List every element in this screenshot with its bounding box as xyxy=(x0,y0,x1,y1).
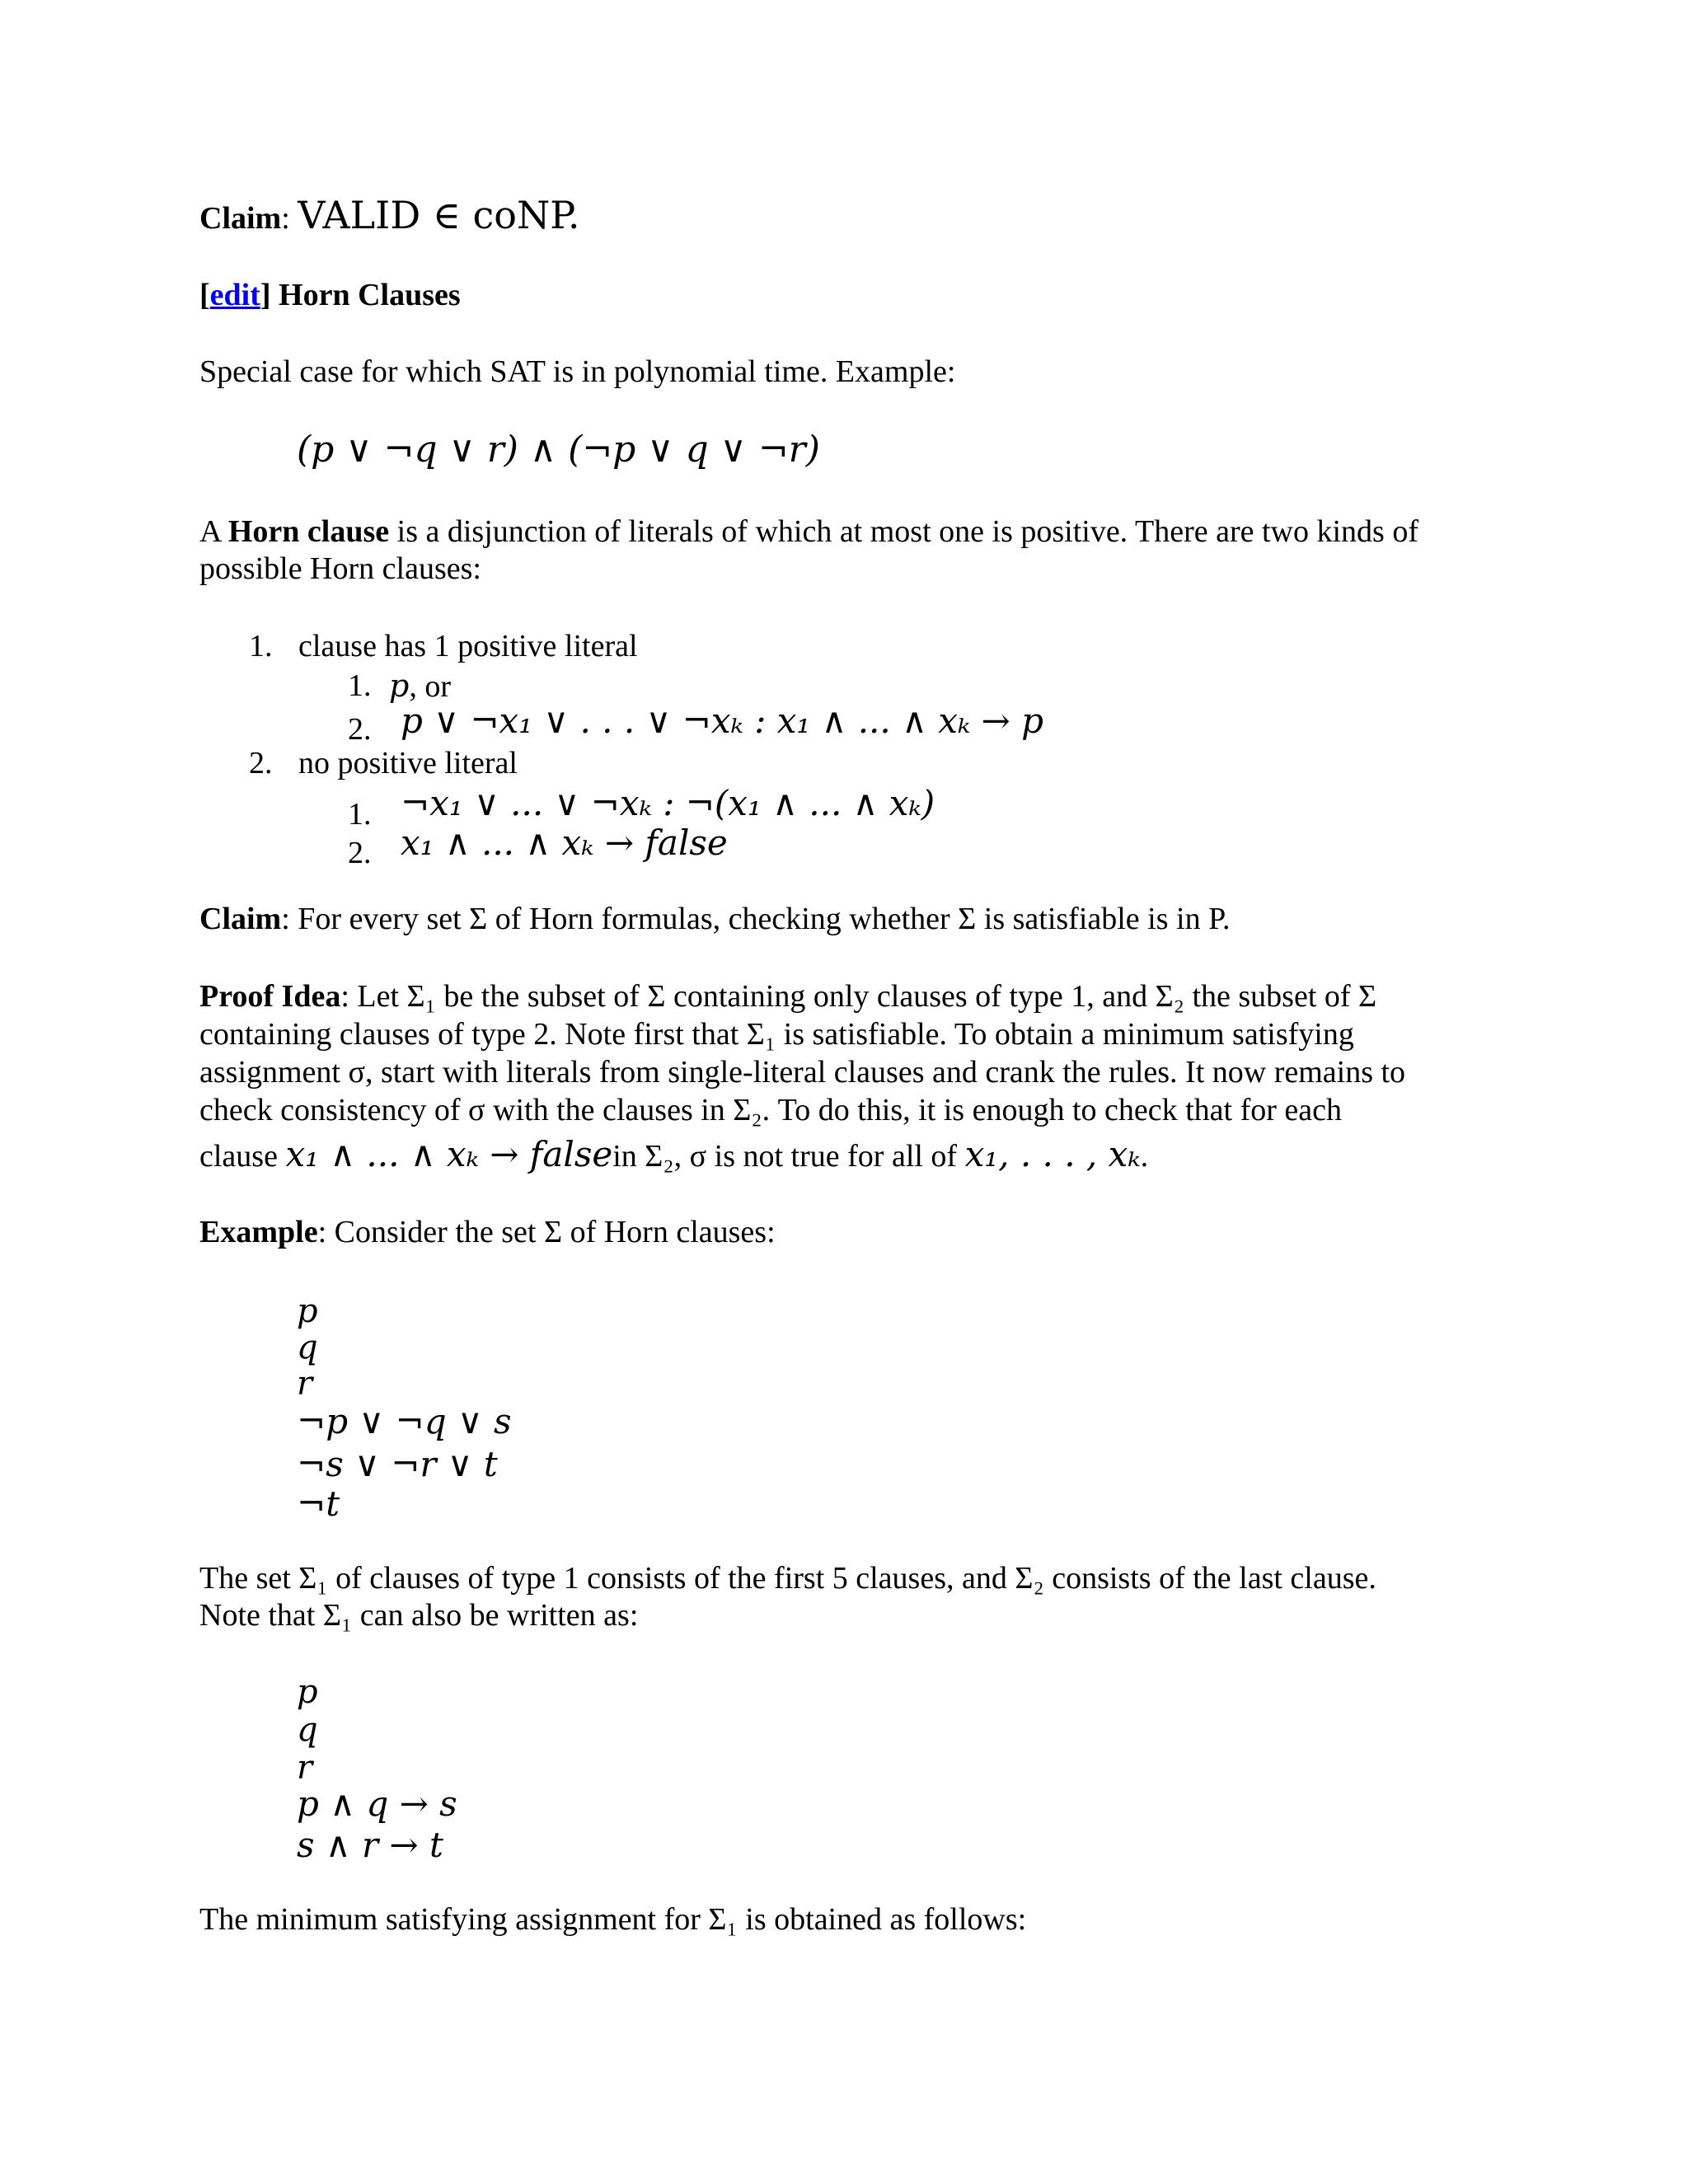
claim-horn-line xyxy=(199,900,1231,938)
sublist-2-number-1: 1. xyxy=(348,797,372,832)
sublist-1-number-1: 1. xyxy=(348,668,372,703)
sublist-2-formula-1: ¬x₁ ∨ ... ∨ ¬xₖ : ¬(x₁ ∧ ... ∧ xₖ) xyxy=(401,783,935,823)
claim2-label: Claim xyxy=(199,902,282,936)
claim-label: Claim xyxy=(199,201,282,236)
clause-3: r xyxy=(297,1365,313,1403)
section-title: Horn Clauses xyxy=(279,278,461,312)
claim-end: . xyxy=(567,193,580,237)
explain-line-2: Note that Σ₁ can also be written as: xyxy=(199,1598,639,1633)
clause-6: ¬t xyxy=(297,1483,340,1524)
sublist-1-number-2: 2. xyxy=(348,712,372,747)
rewritten-clause-2: q xyxy=(297,1711,318,1749)
list-number-1: 1. xyxy=(249,629,273,663)
proof-vars: x₁, . . . , xₖ xyxy=(964,1134,1141,1174)
proof-line-2: containing clauses of type 2. Note first that Σ₁ is satisfiable. To obtain a minimum satisfying xyxy=(199,1017,1354,1052)
proof-text-5: in Σ₂, σ is not true for all of xyxy=(612,1139,958,1174)
proof-label: Proof Idea xyxy=(199,979,341,1014)
proof-text-1: : Let Σ₁ be the subset of Σ containing only clauses of type 1, and Σ₂ the subset of Σ xyxy=(340,979,1377,1014)
edit-link[interactable]: edit xyxy=(209,278,260,312)
definition-line-2: possible Horn clauses: xyxy=(199,551,481,586)
definition-text-1: is a disjunction of literals of which at most one is positive. There are two kinds of xyxy=(389,514,1418,549)
intro-text: Special case for which SAT is in polynomial time. Example: xyxy=(199,354,956,389)
claim-formula: VALID ∈ coNP xyxy=(298,193,568,237)
var-p: p xyxy=(389,668,410,704)
definition-prefix: A xyxy=(199,514,228,549)
horn-clause-term: Horn clause xyxy=(227,514,390,549)
claim-valid-line xyxy=(199,193,580,237)
list-item-1-text: clause has 1 positive literal xyxy=(298,629,638,663)
sublist-1-formula-2: p ∨ ¬x₁ ∨ . . . ∨ ¬xₖ : x₁ ∧ ... ∧ xₖ → p xyxy=(401,701,1043,741)
rewritten-clause-1: p xyxy=(297,1673,318,1711)
proof-line-5 xyxy=(199,1136,1148,1175)
definition-line-1 xyxy=(199,513,1418,551)
sublist-2-number-2: 2. xyxy=(348,836,372,870)
list-number-2: 2. xyxy=(249,746,273,780)
proof-end: . xyxy=(1140,1139,1149,1174)
or-text: , or xyxy=(409,669,451,704)
rewritten-clause-4: p ∧ q → s xyxy=(297,1783,457,1824)
claim2-text: : For every set Σ of Horn formulas, checking whether Σ is satisfiable is in P. xyxy=(281,902,1231,936)
proof-line-1 xyxy=(199,977,1376,1015)
proof-clause-formula: x₁ ∧ ... ∧ xₖ → false xyxy=(285,1134,613,1174)
example-line xyxy=(199,1213,776,1251)
list-item-2-text: no positive literal xyxy=(298,746,518,780)
clause-2: q xyxy=(297,1329,318,1366)
example-text: : Consider the set Σ of Horn clauses: xyxy=(317,1215,776,1249)
proof-line-4: check consistency of σ with the clauses in Σ₂. To do this, it is enough to check that for each xyxy=(199,1093,1342,1127)
example-label: Example xyxy=(199,1215,318,1249)
claim-colon: : xyxy=(281,201,290,236)
rewritten-clause-3: r xyxy=(297,1749,313,1787)
closing-line: The minimum satisfying assignment for Σ₁ is obtained as follows: xyxy=(199,1902,1027,1937)
rewritten-clause-5: s ∧ r → t xyxy=(297,1825,443,1865)
sublist-2-formula-2: x₁ ∧ ... ∧ xₖ → false xyxy=(401,823,728,863)
proof-clause-word: clause xyxy=(199,1139,278,1174)
clause-5: ¬s ∨ ¬r ∨ t xyxy=(297,1444,498,1484)
section-heading: [edit] Horn Clauses xyxy=(199,278,461,312)
clause-4: ¬p ∨ ¬q ∨ s xyxy=(297,1401,512,1441)
example-formula: (p ∨ ¬q ∨ r) ∧ (¬p ∨ q ∨ ¬r) xyxy=(297,429,820,471)
explain-line-1: The set Σ₁ of clauses of type 1 consists of the first 5 clauses, and Σ₂ consists of the last clause. xyxy=(199,1561,1376,1596)
proof-line-3: assignment σ, start with literals from single-literal clauses and crank the rules. It now remains to xyxy=(199,1055,1406,1090)
sublist-1-item-1 xyxy=(389,667,451,705)
clause-1: p xyxy=(297,1292,318,1330)
